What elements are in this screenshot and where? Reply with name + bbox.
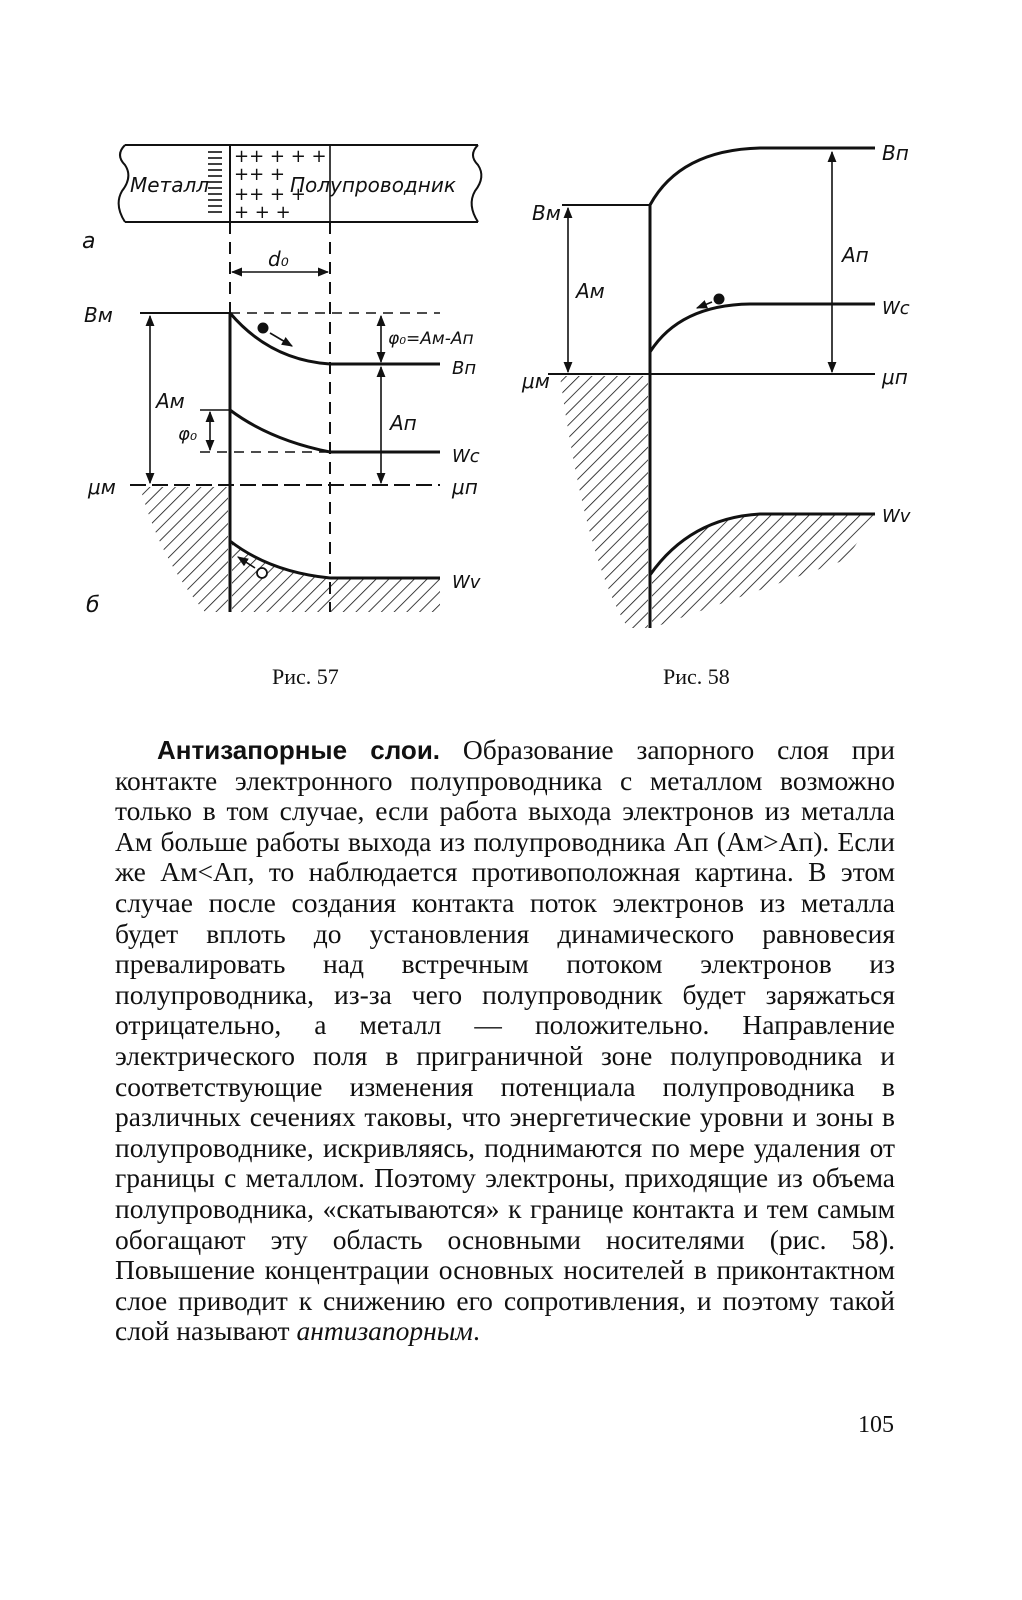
label-mu-p-57: μп [452,475,478,499]
label-a-p-57: Aп [390,411,417,435]
label-d0: d₀ [268,247,289,271]
page-number: 105 [858,1412,894,1438]
charge-row-2: ++ + [234,164,285,185]
valence-fill-58 [652,514,875,628]
label-w-c-58: Wc [882,298,910,319]
label-mu-m-57: μм [88,475,116,499]
caption-fig-58: Рис. 58 [663,664,730,689]
paragraph [115,735,895,1347]
figure-57 [82,145,481,618]
label-mu-p-58: μп [882,365,908,389]
label-w-c-57: Wc [452,446,480,467]
label-b-m-57: Bм [84,303,113,327]
panel-a-letter: а [82,229,96,254]
label-a-m-57: Aм [156,389,185,413]
figure-58 [521,141,911,628]
label-mu-m-58: μм [522,369,550,393]
metal-fill-58 [560,376,648,628]
label-b-p-57: Bп [452,358,477,379]
charge-row-4: + + + [234,202,291,223]
charge-row-1: ++ + + + [234,146,327,167]
panel-b-letter: б [86,593,100,618]
paragraph-end: . [473,1315,480,1347]
paragraph-text: Образование запорного слоя при контакте электронного полупроводника с металлом возможно только в том случае, если работа выхода электронов из металла Aм больше работы выхода из полупроводника Aп (Aм>Aп). Если же Aм<Aп, то наблюдается противоположная картина. В этом случае после создания контакта поток электронов из металла будет вплоть до установления динамического равновесия превалировать над встречным потоком электронов из полупроводника, из-за чего полупроводник будет заряжаться отрицательно, а металл — положительно. Направление электрического поля в приграничной зоне полупроводника и соответствующие изменения потенциала полупроводника в различных сечениях таковы, что энергетические уровни и зоны в полупроводнике, искривляясь, поднимаются по мере удаления от границы с металлом. Поэтому электроны, приходящие из объема полупроводника, «скатываются» к границе контакта и тем самым обогащают эту область основными носителями (рис. 58). Повышение концентрации основных носителей в приконтактном слое приводит к снижению его сопротивления, и поэтому такой слой называют [115,734,895,1347]
body-text [115,735,895,1347]
label-b-p-58: Bп [882,141,909,165]
label-a-m-58: Aм [576,279,605,303]
label-w-v-58: Wv [882,506,911,527]
metal-fill-57 [140,487,228,612]
label-phi0-left: φ₀ [178,424,198,445]
hole-57 [257,568,267,578]
label-phi0-eq: φ₀=Aм-Aп [388,329,474,349]
electron-57 [259,324,268,333]
label-metal: Металл [130,173,210,197]
caption-fig-57: Рис. 57 [272,664,339,689]
label-a-p-58: Aп [842,243,869,267]
electron-58 [715,295,724,304]
label-b-m-58: Bм [532,201,561,225]
emphasis-term: антизапорным [296,1315,473,1347]
charge-row-3: ++ + + [234,184,306,205]
label-w-v-57: Wv [452,572,481,593]
figures-area [0,0,1022,720]
label-semiconductor: Полупроводник [290,173,456,197]
section-heading: Антизапорные слои. [157,735,441,765]
